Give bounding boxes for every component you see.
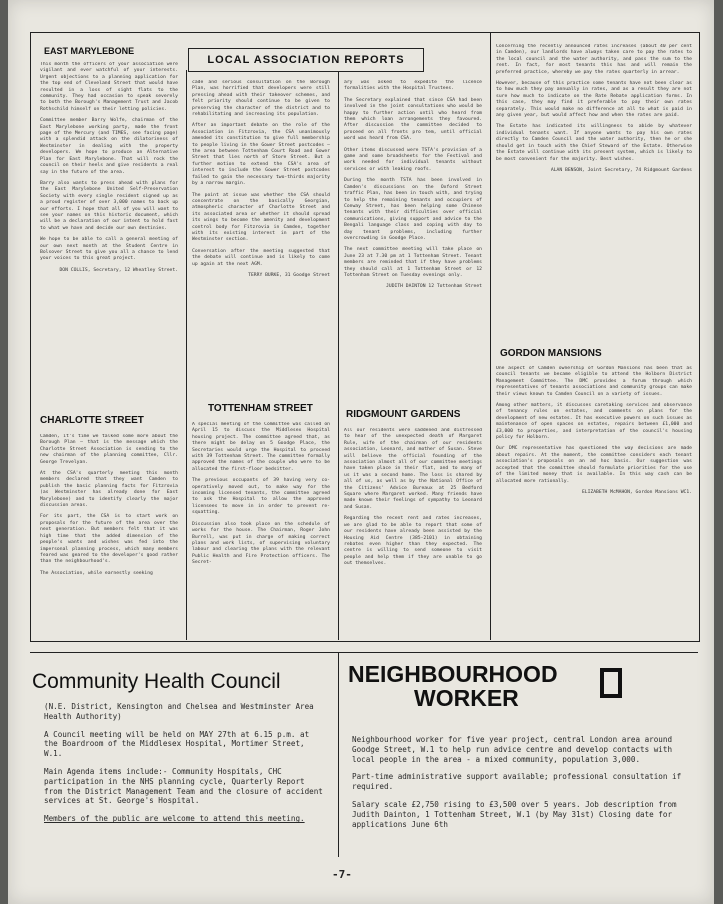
paragraph: The point at issue was whether the CSA should concentrate on the basically Georgian, atmospheric character of Charlotte Street and its associated area or whether it should spread its wings to become the amenity and development control body for Fitzrovia in Camden, together with its existing interest in part of the Westminster section. <box>192 192 330 243</box>
gordon-mansions-heading: GORDON MANSIONS <box>500 348 602 359</box>
chc-title: Community Health Council <box>32 670 281 693</box>
tottenham-street-heading: TOTTENHAM STREET <box>208 403 313 414</box>
paragraph: Among other matters, it discusses caretaking services and observance of tenancy rules on estates, and comments on plans for the development of new estates. It has executive powers on such issues as maintenance of open spaces on estates, repairs between £1,000 and £3,000 to properties, and interpretation of the council's housing policy for Holborn. <box>496 403 692 441</box>
paragraph: We hope to be able to call a general meeting of our own next month at the Student Centre in Bolsover Street to give you all a chance to lend your voices to this great project. <box>40 237 178 262</box>
paragraph: However, because of this practice some tenants have not been clear as to how much they pay annually in rates, and as a result they are not sure how much to indicate on the Rate Rebate application forms. In this case, they may find it preferable to pay their own rates separately. This would make no difference at all to what is paid in any given year, but would affect how and when the rates are paid. <box>496 81 692 119</box>
column-2-top-body <box>192 80 330 370</box>
nw-title-line2: WORKER <box>414 685 519 711</box>
paragraph: Camden, it's time we talked some more about the Borough Plan — that is the message which the Charlotte Street Association is sending to the new chairman of the planning committee, Cllr. George Trevelyan. <box>40 434 178 465</box>
column-4-top-body <box>496 44 692 324</box>
signature: ELIZABETH McMAHON, Gordon Mansions WC1. <box>581 489 692 495</box>
dot-separator <box>494 328 694 336</box>
charlotte-street-heading: CHARLOTTE STREET <box>40 415 144 426</box>
paragraph: The next committee meeting will take place on June 23 at 7.30 pm at 1 Tottenham Street. Tenant members are reminded that if they have problems they should call at 1 Tottenham Street or 12 Tottenham Street on Tuesday evenings only. <box>344 247 482 278</box>
chc-agenda: Main Agenda items include:- Community Hospitals, CHC participation in the NHS planning cycle, Quarterly Report from the District Management Team and the closure of accident services at St. George's Hospital. <box>44 766 323 806</box>
nw-title <box>348 662 558 710</box>
east-marylebone-heading: EAST MARYLEBONE <box>44 46 135 56</box>
column-rule <box>338 70 339 640</box>
ridgmount-gardens-heading: RIDGMOUNT GARDENS <box>346 409 461 420</box>
paragraph: Barry also wants to press ahead with plans for the East Marylebone United Self-Preservation Society with every single resident signed up as a proud register of over 3,000 names to back up our efforts. I hope that all of you will want to see your names on this historic document, which will be a declaration of our intent to hold fast to what we have and decide our own destinies. <box>40 180 178 231</box>
dot-separator <box>342 390 488 398</box>
gordon-mansions-body <box>496 366 692 638</box>
paragraph: At the CSA's quarterly meeting this month members declared that they want Camden to publish the basic planning facts for Fitzrovia (as Westminster has already done for East Marylebone) and to identify clearly the major discussion areas. <box>40 471 178 509</box>
paragraph: After an important debate on the role of the Association in Fitzrovia, the CSA unanimously amended its constitution to give full membership to people living in the Gower Street postcodes — the area between Tottenham Court Road and Gower Street that lies north of Store Street. But a further motion to extend the CSA's area of interest to include the Gower Street postcodes failed to gain the necessary two-thirds majority by a narrow margin. <box>192 123 330 187</box>
paragraph: All our residents were saddened and distressed to hear of the unexpected death of Margaret Rule, wife of the chairman of our residents association, Leonard, and mother of Susan. Steve will believe the official founding of the association almost all of our committee meetings have taken place in their flat, and to many of us it was a second home. The loss is shared by all of us, as well as by the National Office of the Citizens' Advice Bureaux at 25 Bedford Square where Margaret worked. Many friends have made known their feelings of sympathy to Leonard and Susan. <box>344 428 482 510</box>
paragraph: Discussion also took place on the schedule of works for the house. The Chairman, Roger John Burrell, was put in charge of making correct plans and work lists, of supervising voluntary labour and clearing the plans with the relevant Public Health and Fire Protection officers. The Secret- <box>192 521 330 566</box>
paragraph: Regarding the recent rent and rates increases, we are glad to be able to report that some of our residents have already been assisted by the Housing Aid Centre (385-2101) in obtaining rebates even higher than they expected. The centre is willing to send someone to visit people and help them if they are unable to go out themselves. <box>344 516 482 567</box>
chc-body <box>44 702 324 832</box>
charlotte-street-body <box>40 434 178 638</box>
nw-body <box>352 735 692 837</box>
paragraph: Our DMC representative has questioned the way decisions are made about repairs. At the moment, the committee considers each tenant association's proposals on an ad hoc basis. Our suggestion was accepted that the committee should formulate priorities for the use of the limited money that is available. In this way cash can be allocated more rationally. <box>496 446 692 484</box>
signature: JUDITH DAINTON 12 Tottenham Street <box>386 284 482 290</box>
dot-separator <box>190 381 336 389</box>
paragraph: Concerning the recently announced rates increases (about 40 per cent in Camden), our landlords have always taken care to pay the rates to the local council and the water authority, and pass the sum to the rent. In fact, for most tenants this has and will remain the preferred practice, whereby we pay the rates quarterly in arrear. <box>496 44 692 75</box>
tottenham-street-body <box>192 422 330 638</box>
nw-logo-icon <box>600 668 622 698</box>
paragraph: During the month TSTA has been involved in Camden's discussions on the Oxford Street traffic Plan, has been in touch with, and trying to help the remaining tenants and occupiers of Conway Street, has been helping some Chinese tenants with their difficulties over official communications, giving support and advice to the Bengali language class and coping with day to day tenant problems, including further overcrowding in Goodge Place. <box>344 178 482 241</box>
paragraph: ary was asked to expedite the licence formalities with the Hospital Trustees. <box>344 80 482 92</box>
dot-separator <box>34 395 184 403</box>
ridgmount-gardens-body <box>344 428 482 638</box>
page-title-box <box>188 48 424 72</box>
paragraph: cade and serious consultation on the Borough Plan, was horrified that developers were still pressing ahead with their takeover schemes, and felt priority should continue to be given to preserving the character of the district and to rehabilitating and increasing its population. <box>192 80 330 118</box>
nw-para: Neighbourhood worker for five year project, central London area around Goodge Street, W.1 to help run advice centre and develop contacts with local people in the area - a mixed community, population 3,000. <box>352 735 673 764</box>
nw-para: Salary scale £2,750 rising to £3,500 over 5 years. Job description from Judith Dainton, 1 Tottenham Street, W.1 (by May 31st) Closing date for applications June 6th <box>352 799 677 829</box>
east-marylebone-body <box>40 62 178 396</box>
paragraph: Conversation after the meeting suggested that the debate will continue and is likely to come up again at the next AGM. <box>192 248 330 267</box>
column-3-top-body <box>344 80 482 388</box>
nw-title-line1: NEIGHBOURHOOD <box>348 661 558 687</box>
chc-meeting: A Council meeting will be held on MAY 27th at 6.15 p.m. at the Boardroom of the Middlesex Hospital, Mortimer Street, W.1. <box>44 729 310 759</box>
paragraph: One aspect of Camden ownership of Gordon Mansions has been that as council tenants we became eligible to attend the Holborn District Management Committee. The DMC provides a forum through which representatives of tenants associations and community groups can make their views known to Camden Council on a variety of issues. <box>496 366 692 397</box>
page-number: -7- <box>332 868 352 881</box>
chc-subtitle: (N.E. District, Kensington and Chelsea and Westminster Area Health Authority) <box>44 702 314 721</box>
column-rule <box>186 70 187 640</box>
paragraph: For its part, the CSA is to start work on proposals for the future of the area over the next generation. But members felt that it was high time that the added dimension of the people's wants and wishes was fed into the impersonal planning process, which many members feared was geared to the developer's good rather than the neighbourhood's. <box>40 514 178 565</box>
paragraph: A special meeting of the Committee was called on April 15 to discuss the Middlesex Hospital housing project. The committee agreed that, as there might be delay on 5 Goodge Place, the Secretaries would urge the Hospital to proceed with 39 Tottenham Street. The committee formally approved the names of the couple who were to be allocated the first-floor bedsitter. <box>192 422 330 472</box>
signature: TERRY BURKE, 31 Goodge Street <box>248 272 330 278</box>
signature: DON COLLIS, Secretary, 12 Wheatley Street. <box>59 267 178 273</box>
paragraph: The Association, while earnestly seeking <box>40 570 153 576</box>
nw-para: Part-time administrative support available; professional consultation if required. <box>352 772 682 792</box>
adverts-divider <box>338 652 339 857</box>
paragraph: Committee member Barry Wolfe, chairman of the East Marylebone working party, made the front page of the Mercury (and TIMES, see facing page) with a splendid attack on the dilatoriness of Westminster in dealing with the property developers. We hope to produce an Alternative Plan for East Marylebone. That will rock the council on their heels and give residents a real say in the future of the area. <box>40 118 178 175</box>
newspaper-page <box>8 0 714 904</box>
column-rule <box>490 32 491 640</box>
paragraph: The previous occupants of 39 having very co-operatively moved out, to make way for the incoming licensed tenants, the committee agreed to ask the Hospital to allow the approved licensees to move in in order to prevent re-squatting. <box>192 478 330 516</box>
paragraph: The Estate has indicated its willingness to abide by whatever individual tenants want. If anyone wants to pay his own rates directly to Camden Council and the water authority, then he or she should get in touch with the Chief Steward of the Estate. Otherwise the Estate will continue with its present system, which is likely to be most convenient for the majority. Best wishes. <box>496 124 692 162</box>
paragraph: This month the officers of your association were vigilant and ever watchful of your interests. Urgent objections to a planning application for the top end of Cleveland Street that would have resulted in a loss of sight flats to the community. They had occasion to speak severely to both the Borough's Management Trust and Jacob Rothschild himself on their letting policies. <box>40 62 178 112</box>
adverts-top-rule <box>30 652 698 653</box>
chc-welcome: Members of the public are welcome to attend this meeting. <box>44 814 305 824</box>
page-title: LOCAL ASSOCIATION REPORTS <box>207 54 405 66</box>
paragraph: Other items discussed were TSTA's provision of a game and some broadsheets for the Festival and work needed for individual tenants without services or with leaking roofs. <box>344 147 482 172</box>
paragraph: The Secretary explained that since CSA had been involved in the joint consultations who would be happy to further action until who heard from them which loan arrangements they favoured. After discussion the committee decided to proceed on all fronts pro tem, until official word was heard from CSA. <box>344 97 482 142</box>
signature: ALAN BENSON, Joint Secretary, 74 Ridgmount Gardens <box>550 167 692 173</box>
